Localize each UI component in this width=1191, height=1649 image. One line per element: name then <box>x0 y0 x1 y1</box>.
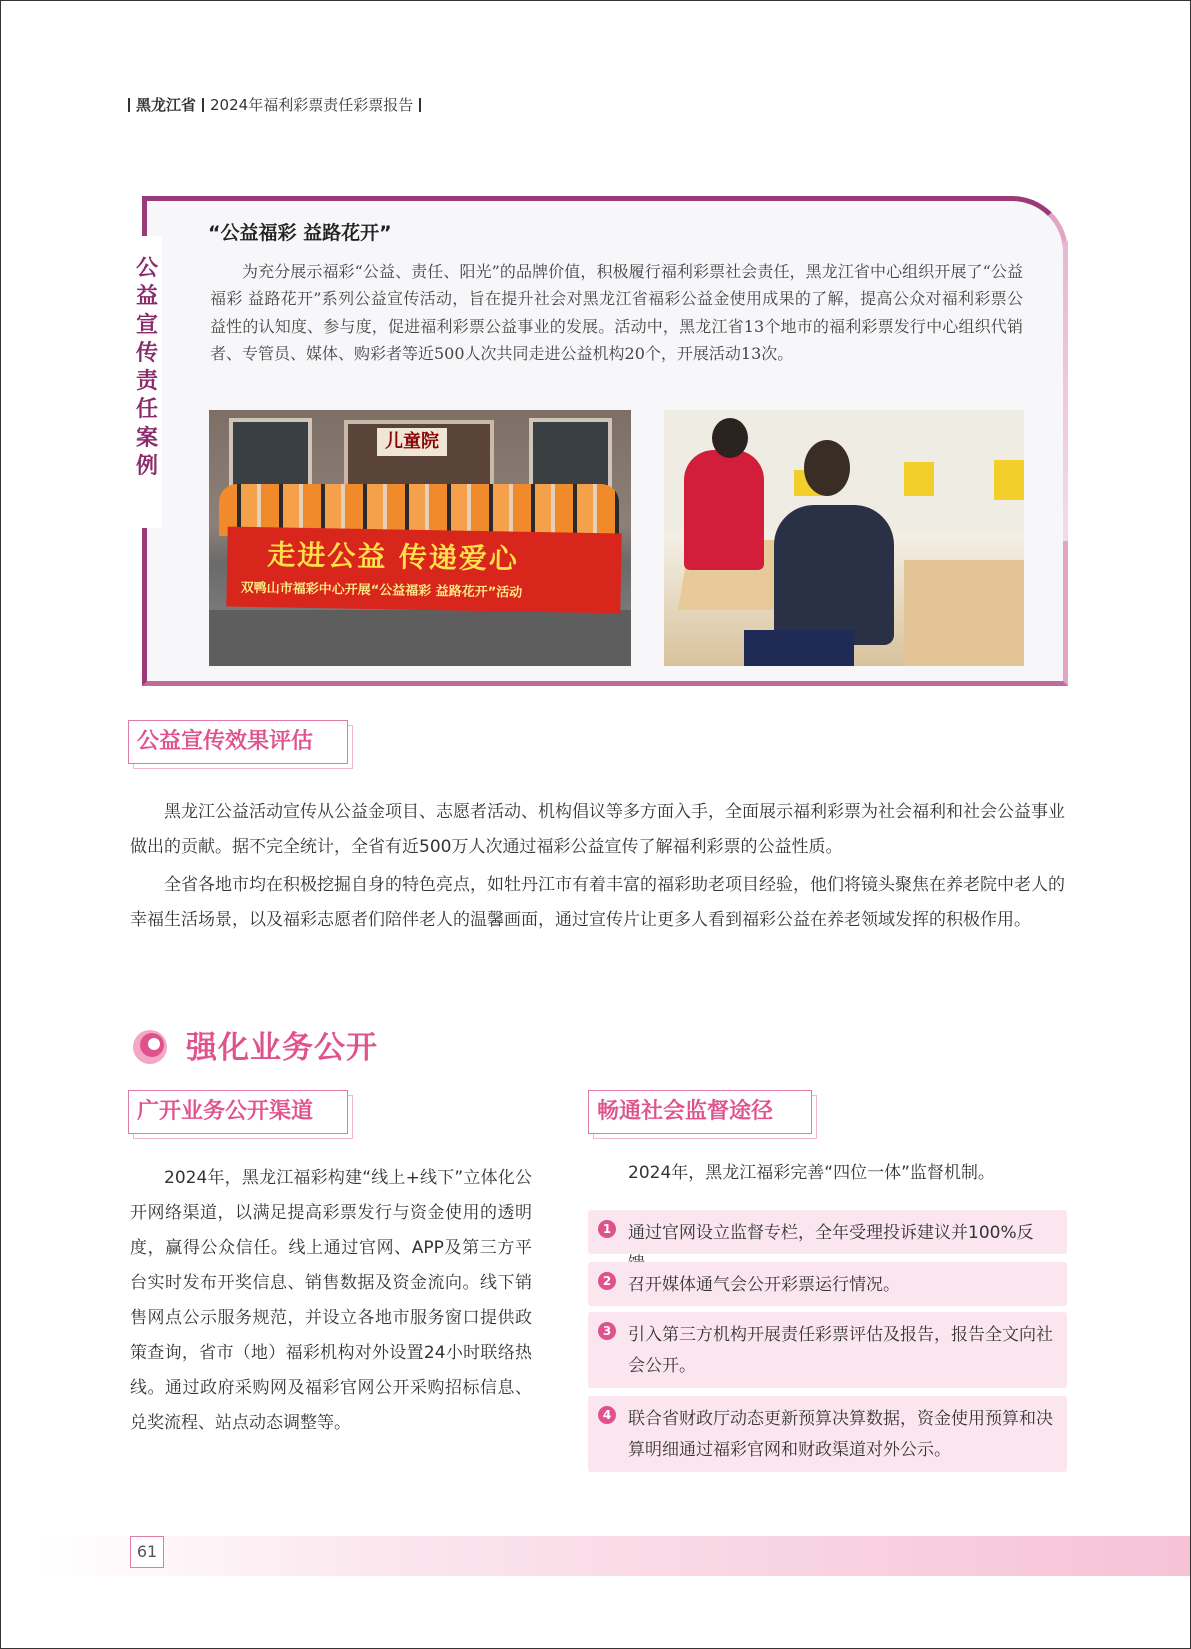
item-text: 通过官网设立监督专栏，全年受理投诉建议并100%反 <box>628 1223 1034 1243</box>
photo-ground <box>209 610 631 666</box>
page-number: 61 <box>130 1536 164 1568</box>
case-title: “公益福彩 益路花开” <box>208 222 392 244</box>
photo-red-banner <box>226 527 621 614</box>
photo-volunteer-head <box>712 418 748 458</box>
case-body <box>210 258 1023 368</box>
channels-tag: 广开业务公开渠道 <box>128 1090 348 1134</box>
channels-text <box>130 1161 532 1441</box>
photo-volunteer-helping <box>664 410 1024 666</box>
photo-table <box>904 560 1024 666</box>
item-number-badge: 3 <box>598 1322 616 1340</box>
photo-volunteer <box>684 450 764 570</box>
header-divider <box>419 98 421 112</box>
evaluation-tag: 公益宣传效果评估 <box>128 720 348 764</box>
item-number-badge: 4 <box>598 1406 616 1424</box>
item-text: 联合省财政厅动态更新预算决算数据，资金使用预算和决算明细通过福彩官网和财政渠道对外公示。 <box>628 1409 1053 1460</box>
photo-yellow-panel <box>994 460 1024 500</box>
photo-building-sign: 儿童院 <box>377 428 447 456</box>
photo-yellow-panel <box>904 462 934 496</box>
photo-boy-legs <box>744 630 854 666</box>
supervision-item <box>588 1396 1067 1472</box>
item-number-badge: 1 <box>598 1220 616 1238</box>
photo-boy <box>774 505 894 645</box>
item-number-badge: 2 <box>598 1272 616 1290</box>
evaluation-paragraph: 全省各地市均在积极挖掘自身的特色亮点，如牡丹江市有着丰富的福彩助老项目经验，他们将镜头聚焦在养老院中老人的幸福生活场景，以及福彩志愿者们陪伴老人的温馨画面，通过宣传片让更多人看到福彩公益在养老领域发挥的积极作用。 <box>130 875 1065 930</box>
footer-band <box>40 1536 1191 1576</box>
item-text: 召开媒体通气会公开彩票运行情况。 <box>628 1275 900 1295</box>
supervision-item <box>588 1210 1067 1254</box>
banner-sub-text: 双鸭山市福彩中心开展“公益福彩 益路花开”活动 <box>240 580 523 601</box>
evaluation-paragraph: 黑龙江公益活动宣传从公益金项目、志愿者活动、机构倡议等多方面入手，全面展示福利彩票为社会福利和社会公益事业做出的贡献。据不完全统计，全省有近500万人次通过福彩公益宣传了解福利彩票的公益性质。 <box>130 802 1065 857</box>
item-text: 引入第三方机构开展责任彩票评估及报告，报告全文向社会公开。 <box>628 1325 1053 1376</box>
evaluation-text <box>130 795 1065 941</box>
running-header <box>128 94 427 115</box>
photo-volunteers-group <box>209 410 631 666</box>
header-report-title: 2024年福利彩票责任彩票报告 <box>210 96 414 114</box>
supervision-item <box>588 1312 1067 1388</box>
channels-paragraph: 2024年，黑龙江福彩构建“线上+线下”立体化公开网络渠道，以满足提高彩票发行与资金使用的透明度，赢得公众信任。线上通过官网、APP及第三方平台实时发布开奖信息、销售数据及资金流向。线下销售网点公示服务规范，并设立各地市服务窗口提供政策查询，省市（地）福彩机构对外设置24小时联络热线。通过政府采购网及福彩官网公开采购招标信息、兑奖流程、站点动态调整等。 <box>130 1168 532 1433</box>
supervision-intro: 2024年，黑龙江福彩完善“四位一体”监督机制。 <box>628 1163 995 1183</box>
section-title: 强化业务公开 <box>186 1030 378 1066</box>
header-divider <box>128 98 130 112</box>
case-side-label: 公益宣传责任案例 <box>135 255 158 480</box>
banner-main-text: 走进公益 传递爱心 <box>266 538 520 576</box>
case-body-text: 为充分展示福彩“公益、责任、阳光”的品牌价值，积极履行福利彩票社会责任，黑龙江省中心组织开展了“公益福彩 益路花开”系列公益宣传活动，旨在提升社会对黑龙江省福彩公益金使用成果的了解，提高公众对福利彩票公益性的认知度、参与度，促进福利彩票公益事业的发展。活动中，黑龙江省13个地市的福利彩票发行中心组织代销者、专管员、媒体、购彩者等近500人次共同走进公益机构20个，开展活动13次。 <box>210 262 1023 364</box>
supervision-item <box>588 1262 1067 1306</box>
header-divider <box>202 98 204 112</box>
photo-boy-head <box>804 440 850 496</box>
supervision-tag: 畅通社会监督途径 <box>588 1090 812 1134</box>
header-province: 黑龙江省 <box>136 96 197 114</box>
section-swirl-icon <box>130 1027 170 1067</box>
